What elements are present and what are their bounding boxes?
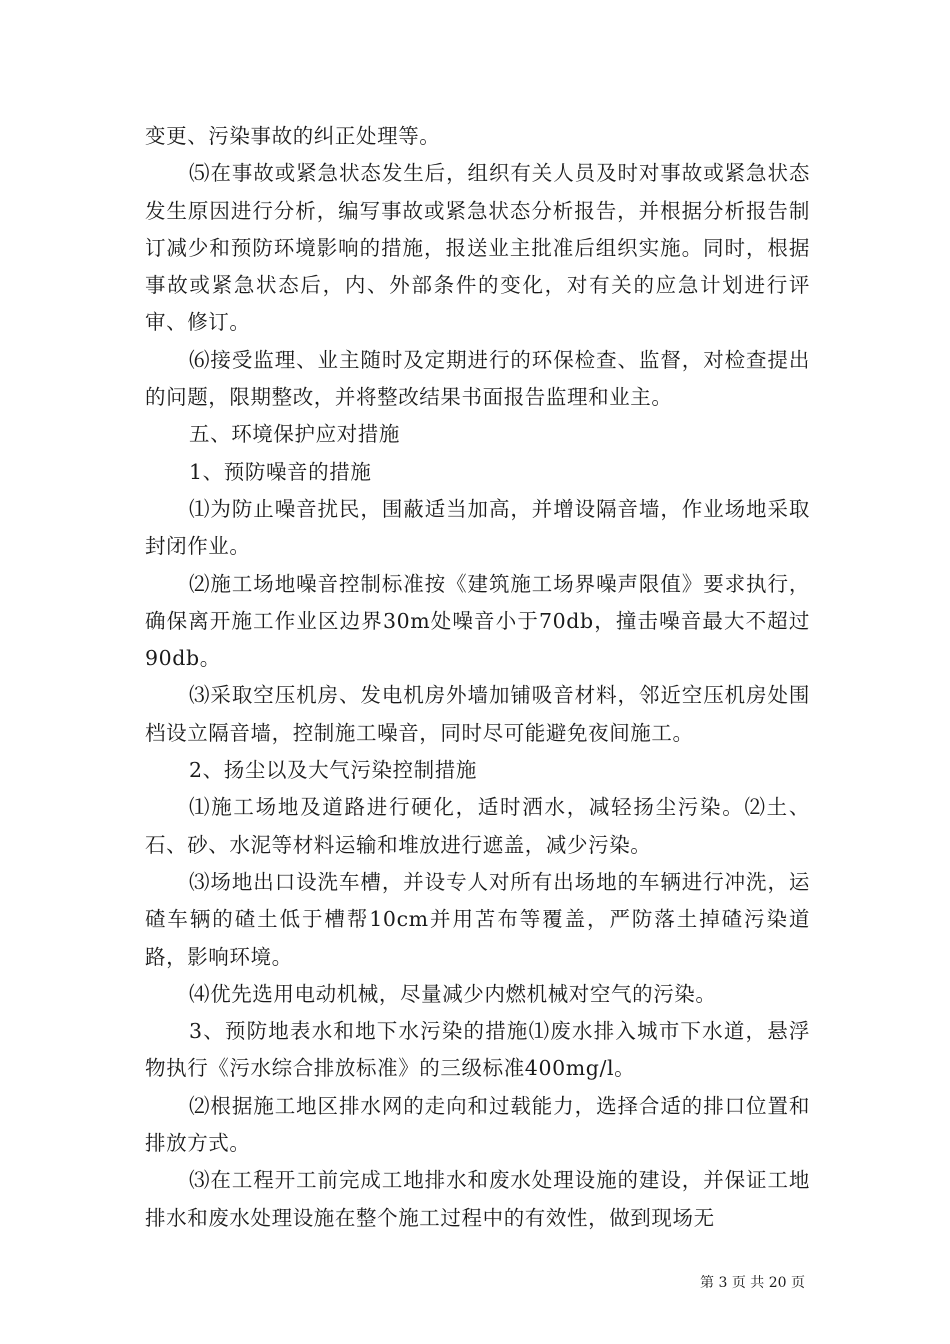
subheading-dust: 2、扬尘以及大气污染控制措施 xyxy=(189,758,477,783)
paragraph-8: ⑶采取空压机房、发电机房外墙加铺吸音材料，邻近空压机房处围档设立隔音墙，控制施工噪音，同时尽可能避免夜间施工。 xyxy=(145,683,810,745)
paragraph-3: ⑹接受监理、业主随时及定期进行的环保检查、监督，对检查提出的问题，限期整改，并将整改结果书面报告监理和业主。 xyxy=(145,347,810,410)
paragraph-14: ⑵根据施工地区排水网的走向和过载能力，选择合适的排口位置和排放方式。 xyxy=(145,1093,810,1156)
paragraph-6: ⑴为防止噪音扰民，围蔽适当加高，并增设隔音墙，作业场地采取封闭作业。 xyxy=(145,496,810,559)
paragraph-13: 3、预防地表水和地下水污染的措施⑴废水排入城市下水道，悬浮物执行《污水综合排放标准》的三级标准400mg/l。 xyxy=(145,1019,810,1081)
document-body xyxy=(145,118,810,1237)
paragraph-7: ⑵施工场地噪音控制标准按《建筑施工场界噪声限值》要求执行，确保离开施工作业区边界30m处噪音小于70db，撞击噪音最大不超过90db。 xyxy=(145,571,810,671)
paragraph-11: ⑶场地出口设洗车槽，并设专人对所有出场地的车辆进行冲洗，运碴车辆的碴土低于槽帮10cm并用苫布等覆盖，严防落土掉碴污染道路，影响环境。 xyxy=(145,869,810,969)
paragraph-1: 变更、污染事故的纠正处理等。 xyxy=(145,124,441,148)
paragraph-10: ⑴施工场地及道路进行硬化，适时洒水，减轻扬尘污染。⑵土、石、砂、水泥等材料运输和堆放进行遮盖，减少污染。 xyxy=(145,795,810,857)
section-heading-5: 五、环境保护应对措施 xyxy=(189,422,400,447)
subheading-noise: 1、预防噪音的措施 xyxy=(189,459,372,484)
paragraph-15: ⑶在工程开工前完成工地排水和废水处理设施的建设，并保证工地排水和废水处理设施在整个施工过程中的有效性，做到现场无 xyxy=(145,1168,810,1230)
paragraph-12: ⑷优先选用电动机械，尽量减少内燃机械对空气的污染。 xyxy=(189,981,717,1006)
page-number: 第 3 页 共 20 页 xyxy=(700,1275,805,1291)
paragraph-2: ⑸在事故或紧急状态发生后，组织有关人员及时对事故或紧急状态发生原因进行分析，编写事故或紧急状态分析报告，并根据分析报告制订减少和预防环境影响的措施，报送业主批准后组织实施。同时，根据事故或紧急状态后，内、外部条件的变化，对有关的应急计划进行评审、修订。 xyxy=(145,161,810,335)
